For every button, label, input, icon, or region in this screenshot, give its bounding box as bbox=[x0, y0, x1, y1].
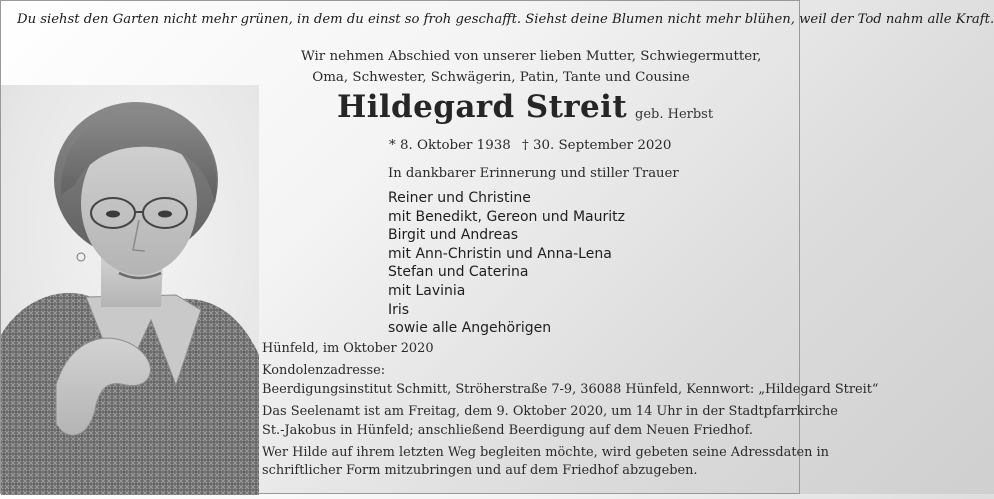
service-line: Das Seelenamt ist am Freitag, dem 9. Oktober 2020, um 14 Uhr in der Stadtpfarrkirche bbox=[262, 404, 838, 420]
intro-text bbox=[301, 46, 762, 88]
condolence-label: Kondolenzadresse: bbox=[262, 363, 386, 379]
deceased-name: Hildegard Streit bbox=[337, 89, 628, 125]
place-date: Hünfeld, im Oktober 2020 bbox=[262, 341, 434, 356]
motto-quote: Du siehst den Garten nicht mehr grünen, in dem du einst so froh geschafft. Siehst deine Blumen nicht mehr blühen, weil der Tod nahm alle Kraft. bbox=[17, 12, 994, 27]
memory-line: In dankbarer Erinnerung und stiller Trauer bbox=[388, 166, 679, 181]
note-line: Wer Hilde auf ihrem letzten Weg begleiten möchte, wird gebeten seine Adressdaten in bbox=[262, 445, 829, 461]
maiden-name: geb. Herbst bbox=[635, 107, 714, 122]
family-member: Stefan und Caterina bbox=[388, 264, 529, 281]
portrait-photo bbox=[1, 85, 259, 495]
birth-date: * 8. Oktober 1938 bbox=[389, 138, 511, 153]
service-line: St.-Jakobus in Hünfeld; anschließend Beerdigung auf dem Neuen Friedhof. bbox=[262, 422, 753, 438]
intro-line: Oma, Schwester, Schwägerin, Patin, Tante und Cousine bbox=[312, 70, 690, 85]
family-member: sowie alle Angehörigen bbox=[388, 320, 552, 337]
intro-line: Wir nehmen Abschied von unserer lieben Mutter, Schwiegermutter, bbox=[301, 49, 762, 64]
condolence-address: Beerdigungsinstitut Schmitt, Ströherstraße 7-9, 36088 Hünfeld, Kennwort: „Hildegard Streit“ bbox=[262, 381, 879, 397]
service-details bbox=[262, 340, 879, 481]
family-member: mit Lavinia bbox=[388, 282, 466, 299]
family-member: Reiner und Christine bbox=[388, 190, 531, 206]
portrait-illustration bbox=[1, 85, 259, 495]
note-line: schriftlicher Form mitzubringen und auf dem Friedhof abzugeben. bbox=[262, 463, 698, 479]
family-member: Birgit und Andreas bbox=[388, 227, 519, 244]
family-member: Iris bbox=[388, 301, 410, 318]
family-member: mit Benedikt, Gereon und Mauritz bbox=[388, 208, 625, 225]
death-date: † 30. September 2020 bbox=[522, 138, 672, 153]
family-list bbox=[388, 189, 625, 338]
family-member: mit Ann-Christin und Anna-Lena bbox=[388, 245, 612, 262]
